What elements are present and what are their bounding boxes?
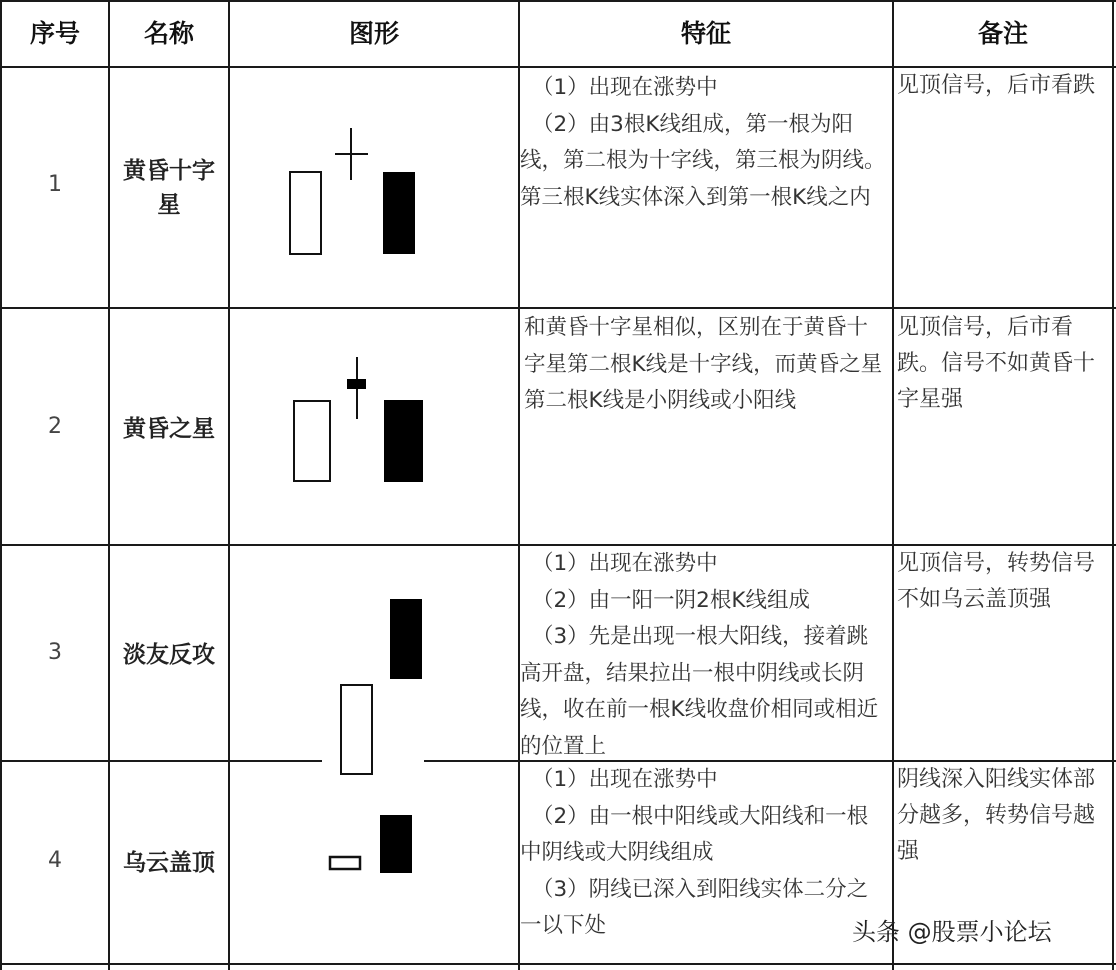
grid-line: [0, 0, 2, 970]
feature-line: （2）由一根中阳线或大阳线和一根中阴线或大阴线组成: [520, 803, 869, 865]
feature-line: 和黄昏十字星相似，区别在于黄昏十字星第二根K线是十字线，而黄昏之星第二根K线是小阴线或小阳线: [524, 315, 883, 413]
grid-line: [0, 963, 1116, 965]
bearish-counterattack-pattern-icon: [230, 546, 518, 782]
bearish-candle: [380, 815, 412, 873]
grid-line: [108, 0, 110, 970]
dark-cloud-cover-pattern-icon: [230, 762, 518, 962]
row-name: 乌云盖顶: [123, 850, 215, 876]
feature-line: （3）先是出现一根大阳线，接着跳高开盘，结果拉出一根中阴线或长阴线，收在前一根K线收盘价相同或相近的位置上: [520, 624, 879, 759]
bearish-candle: [383, 172, 415, 254]
row-name: 淡友反攻: [123, 642, 215, 668]
row-features: [520, 70, 888, 216]
row-features: [520, 546, 888, 765]
evening-star-pattern-icon: [230, 309, 518, 543]
row-note: 见顶信号，后市看跌: [897, 73, 1096, 98]
feature-line: （1）出现在涨势中: [532, 551, 718, 576]
grid-line: [892, 0, 894, 970]
header-feature: 特征: [680, 19, 731, 48]
feature-line: （2）由3根K线组成，第一根为阳线，第二根为十字线，第三根为阴线。第三根K线实体深入到第一根K线之内: [520, 111, 886, 210]
star-body: [347, 379, 366, 389]
row-number: 1: [48, 172, 62, 197]
row-name: 黄昏十字星: [123, 158, 215, 218]
feature-line: （1）出现在涨势中: [532, 75, 718, 100]
row-features: [524, 310, 886, 420]
header-no: 序号: [29, 19, 80, 48]
feature-line: （1）出现在涨势中: [532, 767, 718, 792]
grid-line: [0, 307, 1116, 309]
evening-doji-star-pattern-icon: [230, 68, 518, 306]
bearish-candle: [390, 599, 422, 679]
bullish-candle: [294, 401, 330, 481]
header-note: 备注: [977, 19, 1028, 48]
bullish-candle: [290, 172, 321, 254]
row-note: 见顶信号，转势信号不如乌云盖顶强: [897, 551, 1096, 612]
bullish-candle: [330, 857, 360, 869]
row-features: [520, 762, 888, 945]
row-note: 阴线深入阳线实体部分越多，转势信号越强: [897, 767, 1096, 864]
row-note: 见顶信号，后市看跌。信号不如黄昏十字星强: [897, 315, 1096, 412]
bearish-candle: [384, 400, 423, 482]
row-name: 黄昏之星: [123, 416, 215, 442]
header-figure: 图形: [348, 19, 399, 48]
row-number: 4: [48, 848, 62, 873]
row-number: 3: [48, 640, 62, 665]
feature-line: （3）阴线已深入到阳线实体二分之一以下处: [520, 876, 869, 938]
header-name: 名称: [143, 19, 194, 48]
watermark: 头条 @股票小论坛: [852, 918, 1052, 946]
row-number: 2: [48, 414, 62, 439]
feature-line: （2）由一阳一阴2根K线组成: [532, 587, 810, 613]
bullish-candle: [341, 685, 372, 774]
grid-line: [1112, 0, 1114, 970]
